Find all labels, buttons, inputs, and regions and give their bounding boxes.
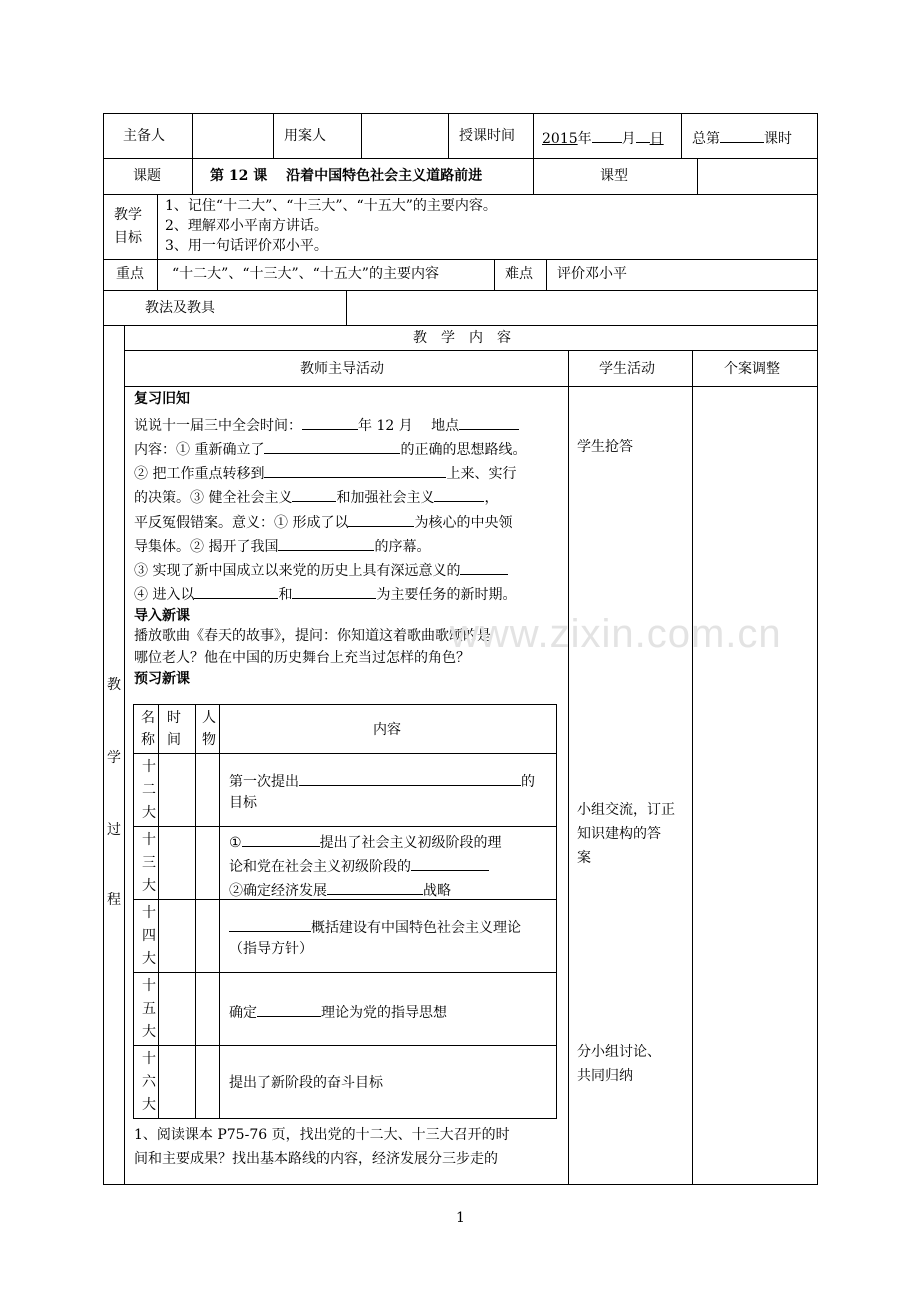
blank <box>229 915 311 932</box>
blank <box>278 534 374 551</box>
review-line: 的决策。③ 健全社会主义 和加强社会主义 ， <box>134 485 498 508</box>
methods-label: 教法及教具 <box>145 300 215 316</box>
total-periods <box>692 126 792 149</box>
student-activity: 知识建构的答 <box>577 826 661 842</box>
user-label: 用案人 <box>284 128 326 144</box>
blank <box>411 854 489 871</box>
row-divider <box>103 158 818 159</box>
row-content: 论和党在社会主义初级阶段的 <box>229 854 489 877</box>
student-activity: 学生抢答 <box>577 439 633 455</box>
header-time: 时 <box>167 710 181 726</box>
col-divider <box>346 290 347 325</box>
col-divider <box>546 259 547 290</box>
student-activity: 分小组讨论、 <box>577 1044 661 1060</box>
header-name: 名 <box>141 710 155 726</box>
row-name-char: 大 <box>142 878 156 894</box>
blank <box>460 558 508 575</box>
header-content: 内容 <box>373 722 401 738</box>
row-content: 第一次提出 的 <box>229 769 535 792</box>
process-side-char: 过 <box>107 822 121 838</box>
col-divider <box>273 113 274 158</box>
inner-table-border <box>133 704 557 705</box>
col-divider <box>157 194 158 259</box>
key-value: “十二大”、“十三大”、“十五大”的主要内容 <box>172 266 439 282</box>
blank <box>242 830 320 847</box>
row-content: ① 提出了社会主义初级阶段的理 <box>229 830 502 853</box>
goals-label-1: 教学 <box>114 207 142 223</box>
blank <box>434 485 484 502</box>
type-label: 课型 <box>600 168 628 184</box>
intro-heading: 导入新课 <box>134 608 190 624</box>
review-line: 导集体。② 揭开了我国 的序幕。 <box>134 534 430 557</box>
process-side-char: 程 <box>107 892 121 908</box>
reading-line: 间和主要成果？找出基本路线的内容，经济发展分三步走的 <box>134 1151 498 1167</box>
blank <box>264 437 400 454</box>
topic-label: 课题 <box>133 168 161 184</box>
review-line: ③ 实现了新中国成立以来党的历史上具有深远意义的 <box>134 558 508 581</box>
row-content: 目标 <box>229 795 257 811</box>
blank <box>292 582 376 599</box>
preview-heading: 预习新课 <box>134 671 190 687</box>
difficulty-label: 难点 <box>505 266 533 282</box>
watermark: www.zixin.com.cn <box>450 612 782 656</box>
blank-day <box>636 126 650 143</box>
blank <box>299 769 521 786</box>
content-title: 教 学 内 容 <box>413 330 511 346</box>
col-student-header: 学生活动 <box>599 361 655 377</box>
inner-table-border <box>158 704 159 1118</box>
inner-table-border <box>133 1045 557 1046</box>
inner-table-border <box>133 972 557 973</box>
col-divider <box>533 158 534 194</box>
blank <box>348 510 414 527</box>
blank <box>264 461 446 478</box>
review-line: 说说十一届三中全会时间： 年 12 月 地点 <box>134 413 519 436</box>
chief-preparer-label: 主备人 <box>123 128 165 144</box>
row-name-char: 十 <box>142 978 156 994</box>
inner-table-border <box>195 704 196 1118</box>
page-number: 1 <box>456 1210 465 1226</box>
col-divider <box>124 325 125 1184</box>
date-year: 2015 <box>542 131 578 147</box>
review-line: 平反冤假错案。意义：① 形成了以 为核心的中央领 <box>134 510 512 533</box>
row-name-char: 二 <box>142 782 156 798</box>
row-divider <box>103 290 818 291</box>
table-border-bottom <box>103 1184 818 1185</box>
date-month-suffix: 月 <box>621 131 636 147</box>
process-side-char: 教 <box>107 677 121 693</box>
header-person: 人 <box>202 710 216 726</box>
student-activity: 共同归纳 <box>577 1068 633 1084</box>
review-line: ④ 进入以 和 为主要任务的新时期。 <box>134 582 516 605</box>
blank-month <box>592 126 622 143</box>
row-name-char: 四 <box>142 928 156 944</box>
process-side-char: 学 <box>107 750 121 766</box>
row-name-char: 大 <box>142 1097 156 1113</box>
col-divider <box>681 113 682 158</box>
teach-time-label: 授课时间 <box>459 128 515 144</box>
inner-table-border <box>133 826 557 827</box>
col-divider <box>494 259 495 290</box>
inner-table-border <box>133 1118 557 1119</box>
goal-item: 1、记住“十二大”、“十三大”、“十五大”的主要内容。 <box>165 198 497 214</box>
col-divider <box>697 158 698 194</box>
intro-line: 播放歌曲《春天的故事》，提问：你知道这着歌曲歌颂的是 <box>134 628 491 644</box>
date-day-suffix: 日 <box>649 131 664 147</box>
row-name-char: 五 <box>142 1001 156 1017</box>
row-name-char: 六 <box>142 1074 156 1090</box>
blank <box>327 878 423 895</box>
row-name-char: 大 <box>142 951 156 967</box>
student-activity: 案 <box>577 850 591 866</box>
col-teacher-header: 教师主导活动 <box>300 361 384 377</box>
total-suffix: 课时 <box>764 131 792 147</box>
table-border-left <box>103 113 104 1185</box>
blank <box>257 1000 321 1017</box>
row-name-char: 十 <box>142 759 156 775</box>
col-adjust-header: 个案调整 <box>724 361 780 377</box>
reading-line: 1、阅读课本 P75-76 页，找出党的十二大、十三大召开的时 <box>134 1127 510 1143</box>
total-prefix: 总第 <box>692 131 720 147</box>
col-divider <box>568 350 569 1184</box>
goal-item: 3、用一句话评价邓小平。 <box>165 238 328 254</box>
intro-line: 哪位老人？他在中国的历史舞台上充当过怎样的角色？ <box>134 650 470 666</box>
inner-table-border <box>556 704 557 1118</box>
blank <box>459 413 519 430</box>
row-divider <box>124 350 818 351</box>
row-content: 确定 理论为党的指导思想 <box>229 1000 447 1023</box>
col-divider <box>157 259 158 290</box>
blank-total <box>720 126 764 143</box>
col-divider <box>448 113 449 158</box>
goals-label-2: 目标 <box>114 230 142 246</box>
row-name-char: 十 <box>142 1051 156 1067</box>
header-time: 间 <box>167 732 181 748</box>
key-label: 重点 <box>116 266 144 282</box>
row-content: （指导方针） <box>229 941 313 957</box>
review-line: ② 把工作重点转移到 上来、实行 <box>134 461 516 484</box>
header-name: 称 <box>141 732 155 748</box>
blank <box>194 582 278 599</box>
inner-table-border <box>219 704 220 1118</box>
date-year-suffix: 年 <box>577 131 592 147</box>
col-divider <box>192 113 193 158</box>
row-name-char: 十 <box>142 832 156 848</box>
row-name-char: 十 <box>142 905 156 921</box>
blank <box>302 413 358 430</box>
row-content: 提出了新阶段的奋斗目标 <box>229 1075 383 1091</box>
goal-item: 2、理解邓小平南方讲话。 <box>165 218 328 234</box>
row-content: ②确定经济发展 战略 <box>229 878 451 901</box>
student-activity: 小组交流，订正 <box>577 802 675 818</box>
col-divider <box>533 113 534 158</box>
row-divider <box>124 386 818 387</box>
row-content: 概括建设有中国特色社会主义理论 <box>229 915 521 938</box>
header-person: 物 <box>202 732 216 748</box>
table-border-top <box>103 113 818 114</box>
row-divider <box>103 259 818 260</box>
row-divider <box>103 325 818 326</box>
review-heading: 复习旧知 <box>134 391 190 407</box>
table-border-right <box>817 113 818 1185</box>
inner-table-border <box>133 753 557 754</box>
blank <box>292 485 336 502</box>
review-line: 内容：① 重新确立了 的正确的思想路线。 <box>134 437 526 460</box>
col-divider <box>192 158 193 194</box>
difficulty-value: 评价邓小平 <box>557 266 627 282</box>
topic-value: 第 12 课 沿着中国特色社会主义道路前进 <box>210 168 483 184</box>
teach-date <box>542 126 664 149</box>
row-name-char: 大 <box>142 805 156 821</box>
inner-table-border <box>133 704 134 1118</box>
row-name-char: 大 <box>142 1024 156 1040</box>
col-divider <box>361 113 362 158</box>
col-divider <box>692 350 693 1184</box>
row-divider <box>103 194 818 195</box>
row-name-char: 三 <box>142 855 156 871</box>
